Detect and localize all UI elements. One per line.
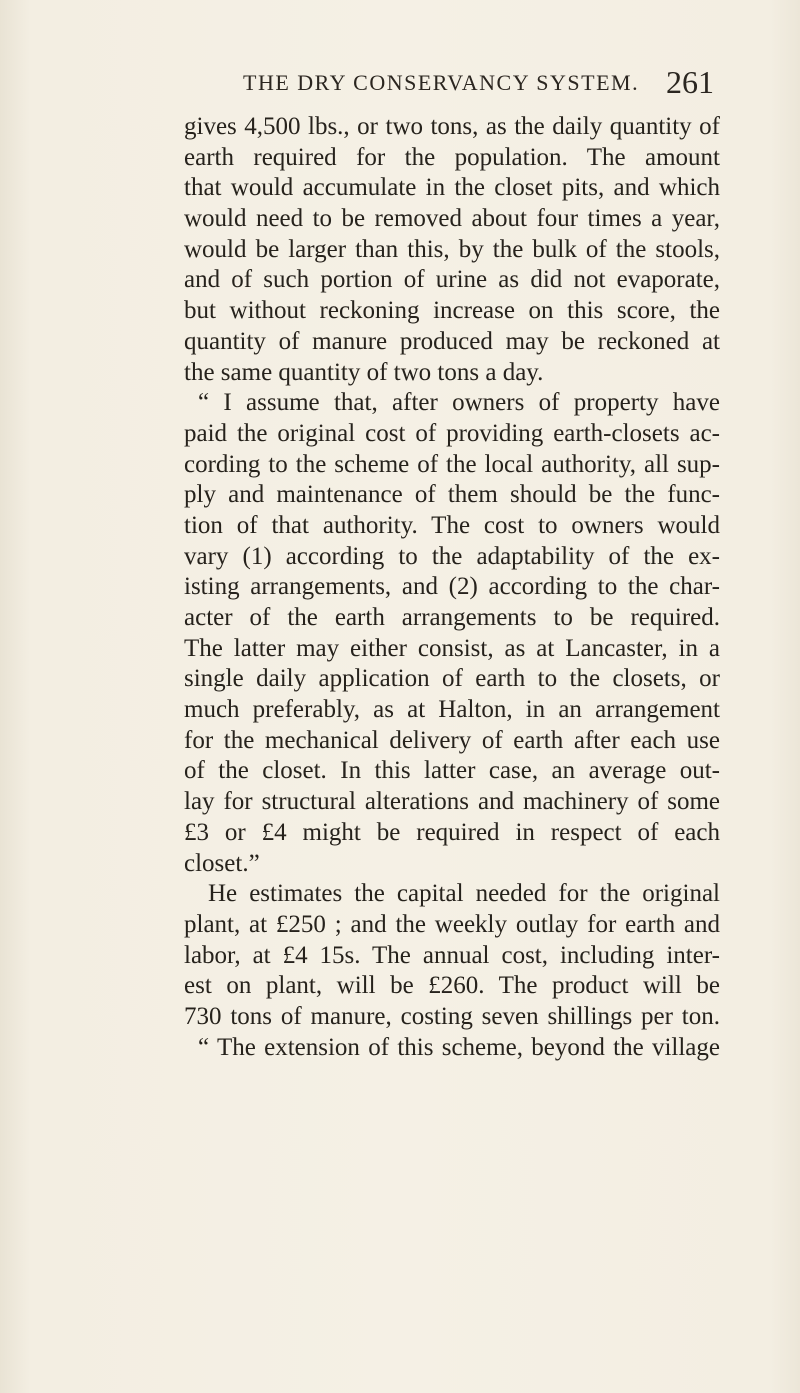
text-line: cording to the scheme of the local authority, all sup- xyxy=(184,450,720,478)
page-number: 261 xyxy=(666,64,714,100)
text-line: gives 4,500 lbs., or two tons, as the daily quantity of xyxy=(184,113,720,140)
text-line: “ The extension of this scheme, beyond the village xyxy=(198,1033,720,1061)
text-line: tion of that authority. The cost to owners would xyxy=(184,511,720,539)
text-line: paid the original cost of providing earth-closets ac- xyxy=(184,419,720,447)
text-line: quantity of manure produced may be reckoned at xyxy=(184,327,720,355)
text-line: labor, at £4 15s. The annual cost, including inter- xyxy=(184,941,720,969)
text-line: single daily application of earth to the closets, or xyxy=(184,665,720,693)
text-line: would be larger than this, by the bulk of the stools, xyxy=(184,235,720,263)
text-line: that would accumulate in the closet pits, and which xyxy=(184,174,720,202)
text-line: much preferably, as at Halton, in an arrangement xyxy=(184,696,720,724)
text-line: would need to be removed about four times a year, xyxy=(184,205,720,233)
text-line: isting arrangements, and (2) according to the char- xyxy=(184,573,720,601)
text-line: ply and maintenance of them should be the func- xyxy=(184,481,720,509)
text-line: “ I assume that, after owners of property have xyxy=(198,389,720,417)
text-line: vary (1) according to the adaptability of the ex- xyxy=(184,542,720,570)
text-line: The latter may either consist, as at Lancaster, in a xyxy=(184,634,720,662)
text-line: the same quantity of two tons a day. xyxy=(184,358,544,386)
text-line: earth required for the population. The amount xyxy=(184,143,720,171)
text-line: of the closet. In this latter case, an average out- xyxy=(184,757,720,785)
text-line: acter of the earth arrangements to be required. xyxy=(184,604,720,631)
text-line: He estimates the capital needed for the original xyxy=(208,880,720,908)
text-line: lay for structural alterations and machinery of some xyxy=(184,788,720,816)
text-line: 730 tons of manure, costing seven shillings per ton. xyxy=(184,1002,720,1030)
page-header xyxy=(0,64,800,114)
text-line: est on plant, will be £260. The product will be xyxy=(184,972,720,1000)
text-line: closet.” xyxy=(184,849,260,877)
running-title: THE DRY CONSERVANCY SYSTEM. xyxy=(243,70,640,95)
text-line: for the mechanical delivery of earth after each use xyxy=(184,726,720,754)
text-line: and of such portion of urine as did not evaporate, xyxy=(184,266,720,294)
text-line: but without reckoning increase on this score, the xyxy=(184,297,720,325)
text-line: plant, at £250 ; and the weekly outlay for earth and xyxy=(184,910,720,938)
body-text xyxy=(184,112,720,1063)
text-line: £3 or £4 might be required in respect of each xyxy=(184,818,720,846)
